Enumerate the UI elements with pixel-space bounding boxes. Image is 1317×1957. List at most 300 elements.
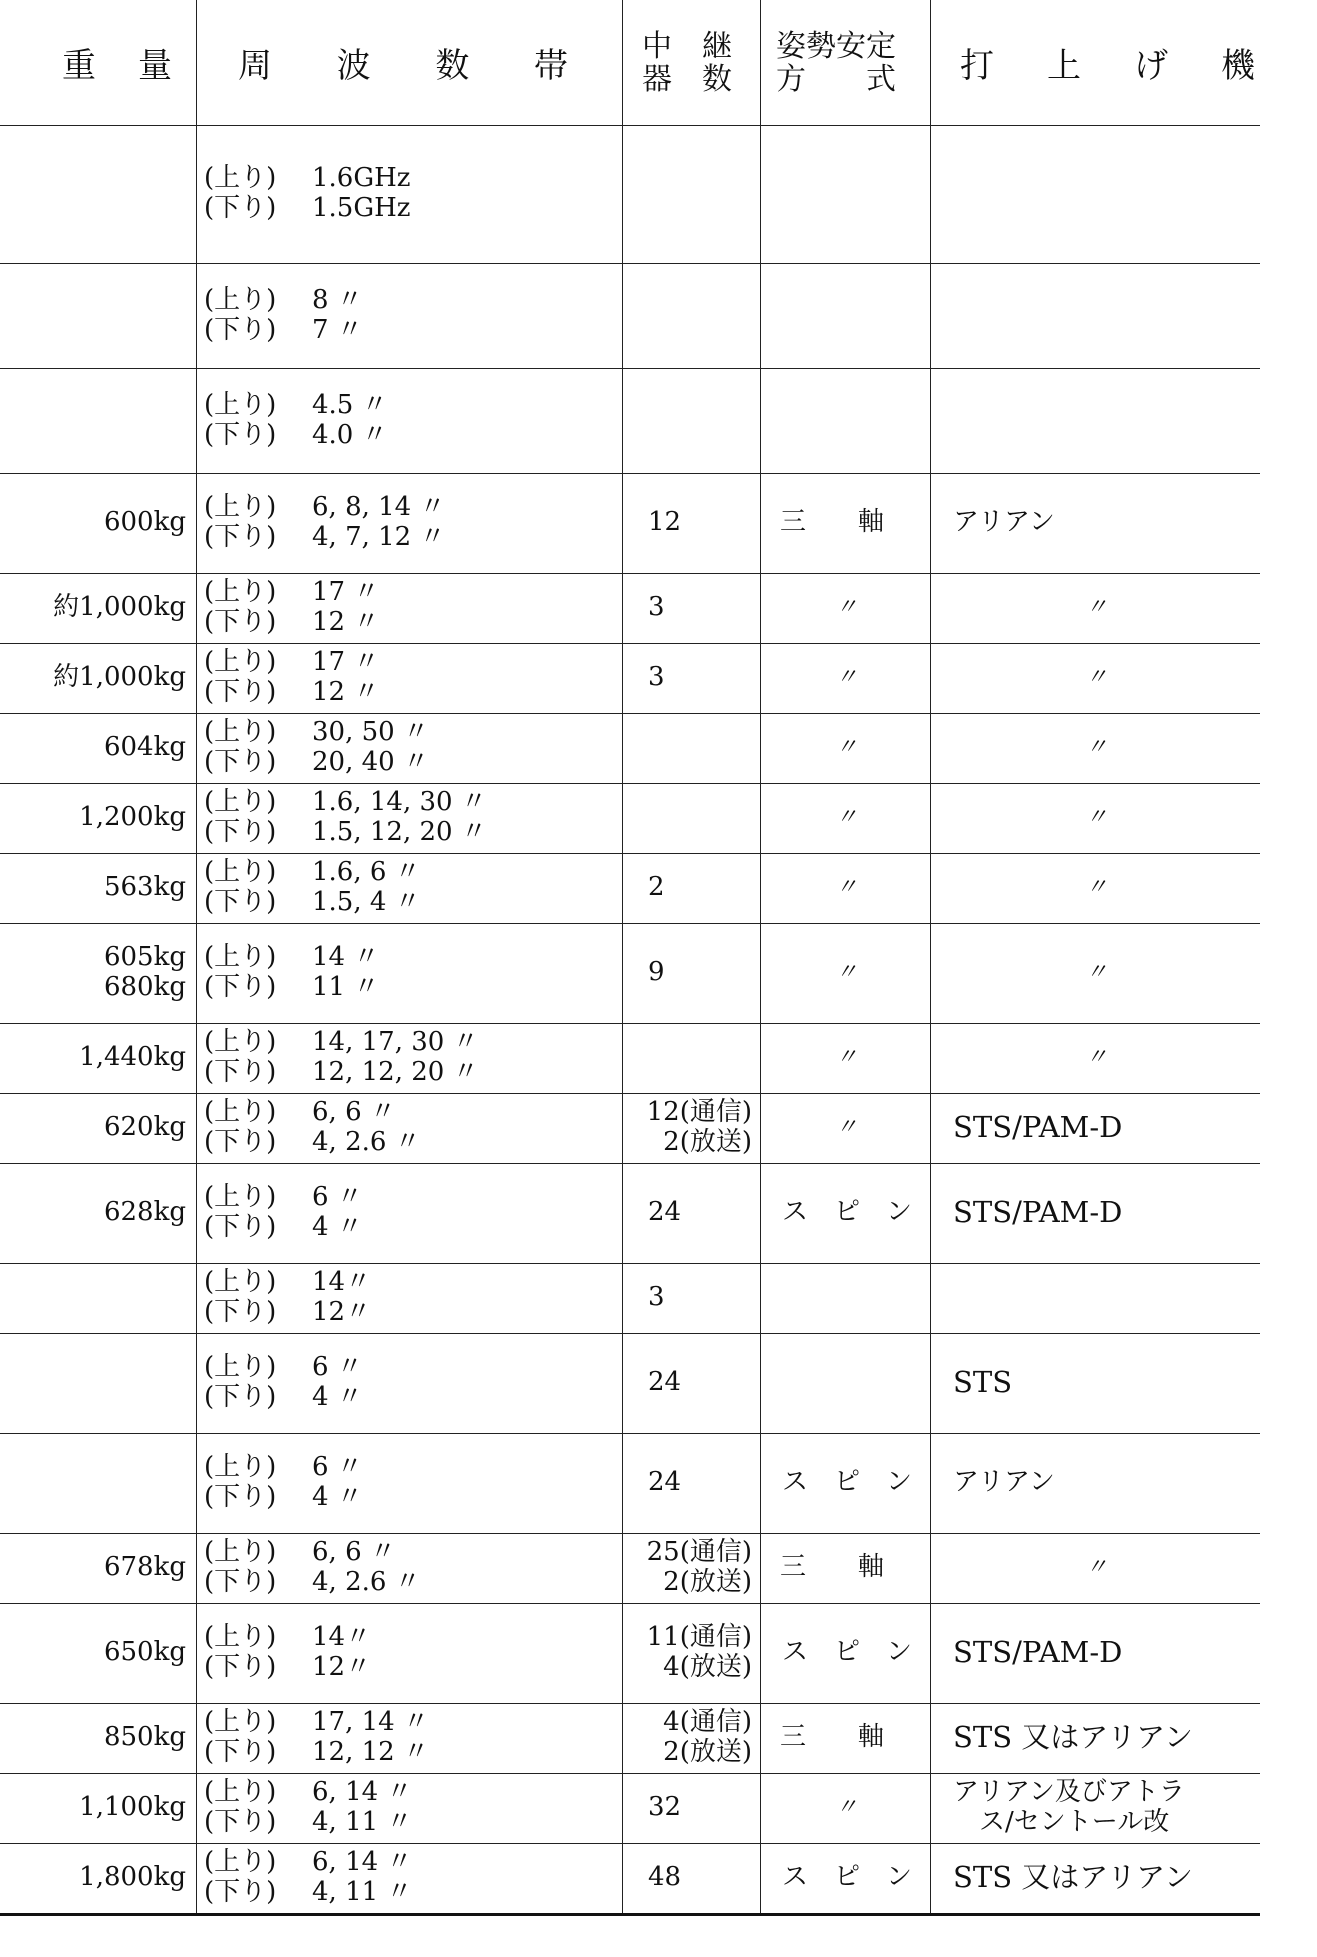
uplink-value: 14〃 bbox=[312, 1267, 372, 1298]
header-launcher-char: 上 bbox=[1047, 46, 1081, 86]
downlink-tag: (下り) bbox=[204, 607, 277, 637]
frequency-cell bbox=[204, 473, 624, 573]
launcher-cell bbox=[933, 473, 1260, 573]
downlink-tag: (下り) bbox=[204, 817, 277, 847]
attitude-value: 〃 bbox=[835, 665, 858, 691]
uplink-line bbox=[204, 858, 421, 888]
header-attitude-line: 方 式 bbox=[776, 61, 896, 97]
downlink-line bbox=[204, 748, 429, 778]
attitude-cell bbox=[764, 1163, 929, 1263]
repeater-value: 3 bbox=[648, 592, 665, 623]
uplink-tag: (上り) bbox=[204, 284, 277, 315]
weight-cell bbox=[0, 1333, 192, 1433]
downlink-value: 1.5, 12, 20 〃 bbox=[312, 817, 487, 847]
attitude-value: 〃 bbox=[835, 960, 858, 986]
launcher-cell bbox=[933, 1333, 1260, 1433]
launcher-value: STS 又はアリアン bbox=[953, 1860, 1193, 1895]
downlink-value: 12 〃 bbox=[312, 607, 380, 637]
row-divider bbox=[0, 1603, 1260, 1604]
launcher-cell bbox=[933, 1263, 1260, 1333]
launcher-value: アリアン bbox=[953, 507, 1055, 538]
launcher-value: STS/PAM-D bbox=[953, 1635, 1123, 1670]
downlink-tag: (下り) bbox=[204, 1807, 277, 1837]
uplink-tag: (上り) bbox=[204, 1622, 277, 1653]
downlink-line bbox=[204, 1483, 363, 1513]
attitude-cell bbox=[764, 263, 929, 368]
downlink-tag: (下り) bbox=[204, 1877, 277, 1907]
downlink-value: 4, 11 〃 bbox=[312, 1807, 413, 1837]
attitude-cell bbox=[764, 1533, 929, 1603]
downlink-tag: (下り) bbox=[204, 677, 277, 707]
weight-cell bbox=[0, 125, 192, 263]
uplink-tag: (上り) bbox=[204, 787, 277, 818]
attitude-cell bbox=[764, 643, 929, 713]
frequency-cell bbox=[204, 923, 624, 1023]
header-repeaters-line: 器 数 bbox=[642, 61, 732, 97]
header-launcher-char: 機 bbox=[1221, 46, 1255, 86]
downlink-tag: (下り) bbox=[204, 747, 277, 777]
repeater-value: 32 bbox=[648, 1792, 682, 1823]
weight-cell bbox=[0, 1163, 192, 1263]
uplink-line bbox=[204, 788, 487, 818]
attitude-value: ス ピ ン bbox=[782, 1197, 913, 1228]
frequency-cell bbox=[204, 1023, 624, 1093]
downlink-value: 1.5, 4 〃 bbox=[312, 887, 421, 917]
uplink-line bbox=[204, 1538, 396, 1568]
weight-cell bbox=[0, 1703, 192, 1773]
weight-value: 680kg bbox=[103, 972, 186, 1002]
launcher-value: ス/セントール改 bbox=[979, 1807, 1170, 1837]
launcher-value: 〃 bbox=[1085, 595, 1108, 621]
row-divider bbox=[0, 1163, 1260, 1164]
attitude-value: 三 軸 bbox=[780, 1722, 885, 1753]
downlink-value: 4.0 〃 bbox=[312, 419, 388, 450]
launcher-cell bbox=[933, 125, 1260, 263]
row-divider bbox=[0, 125, 1260, 126]
header-frequency-char: 周 bbox=[238, 46, 272, 86]
uplink-tag: (上り) bbox=[204, 942, 277, 973]
weight-cell bbox=[0, 1093, 192, 1163]
launcher-cell bbox=[933, 1433, 1260, 1533]
downlink-line bbox=[204, 194, 411, 224]
frequency-cell bbox=[204, 1703, 624, 1773]
downlink-line bbox=[204, 1878, 412, 1908]
repeater-cell bbox=[628, 1093, 758, 1163]
attitude-value: 三 軸 bbox=[780, 1552, 885, 1583]
weight-value: 678kg bbox=[103, 1552, 186, 1583]
weight-cell bbox=[0, 573, 192, 643]
repeater-cell bbox=[628, 853, 758, 923]
downlink-tag: (下り) bbox=[204, 314, 277, 345]
header-frequency-char: 数 bbox=[435, 46, 470, 86]
downlink-line bbox=[204, 1383, 363, 1413]
uplink-value: 17 〃 bbox=[312, 577, 380, 608]
frequency-cell bbox=[204, 1773, 624, 1843]
launcher-value: STS 又はアリアン bbox=[953, 1720, 1193, 1755]
uplink-tag: (上り) bbox=[204, 163, 277, 194]
attitude-value: 〃 bbox=[835, 595, 858, 621]
uplink-value: 8 〃 bbox=[312, 284, 363, 315]
repeater-value: 24 bbox=[648, 1467, 682, 1498]
weight-value: 605kg bbox=[103, 942, 186, 973]
row-divider bbox=[0, 263, 1260, 264]
row-divider bbox=[0, 1023, 1260, 1024]
row-divider bbox=[0, 783, 1260, 784]
attitude-value: ス ピ ン bbox=[782, 1637, 913, 1668]
uplink-line bbox=[204, 718, 429, 748]
weight-value: 1,440kg bbox=[79, 1042, 186, 1073]
downlink-line bbox=[204, 973, 379, 1003]
uplink-value: 1.6, 6 〃 bbox=[312, 857, 421, 888]
downlink-line bbox=[204, 1128, 421, 1158]
uplink-line bbox=[204, 648, 379, 678]
attitude-cell bbox=[764, 1093, 929, 1163]
launcher-cell bbox=[933, 853, 1260, 923]
uplink-tag: (上り) bbox=[204, 1777, 277, 1808]
repeater-value: 48 bbox=[648, 1862, 682, 1893]
frequency-cell bbox=[204, 1843, 624, 1913]
launcher-value: 〃 bbox=[1085, 1045, 1108, 1071]
attitude-cell bbox=[764, 1023, 929, 1093]
uplink-value: 4.5 〃 bbox=[312, 389, 388, 420]
attitude-cell bbox=[764, 923, 929, 1023]
repeater-value: 3 bbox=[648, 662, 665, 693]
downlink-value: 1.5GHz bbox=[312, 193, 411, 223]
launcher-cell bbox=[933, 368, 1260, 473]
uplink-value: 1.6, 14, 30 〃 bbox=[312, 787, 487, 818]
row-divider bbox=[0, 1843, 1260, 1844]
uplink-line bbox=[204, 1028, 479, 1058]
repeater-cell bbox=[628, 573, 758, 643]
downlink-value: 4 〃 bbox=[312, 1382, 363, 1412]
uplink-line bbox=[204, 164, 411, 194]
repeater-cell bbox=[628, 923, 758, 1023]
row-divider bbox=[0, 1703, 1260, 1704]
weight-value: 620kg bbox=[103, 1112, 186, 1143]
uplink-value: 6, 6 〃 bbox=[312, 1097, 396, 1128]
weight-value: 1,200kg bbox=[79, 802, 186, 833]
attitude-cell bbox=[764, 1433, 929, 1533]
attitude-value: 〃 bbox=[835, 1045, 858, 1071]
launcher-value: 〃 bbox=[1085, 875, 1108, 901]
uplink-value: 6, 14 〃 bbox=[312, 1847, 413, 1878]
uplink-tag: (上り) bbox=[204, 492, 277, 523]
uplink-tag: (上り) bbox=[204, 647, 277, 678]
frequency-cell bbox=[204, 1093, 624, 1163]
column-divider bbox=[622, 0, 623, 1913]
repeater-value: 24 bbox=[648, 1367, 682, 1398]
repeater-value: 9 bbox=[648, 957, 665, 988]
header-frequency-char: 波 bbox=[336, 46, 371, 86]
row-divider bbox=[0, 1093, 1260, 1094]
downlink-line bbox=[204, 888, 421, 918]
launcher-value: 〃 bbox=[1085, 805, 1108, 831]
launcher-cell bbox=[933, 643, 1260, 713]
uplink-line bbox=[204, 1708, 429, 1738]
frequency-cell bbox=[204, 1263, 624, 1333]
uplink-value: 14 〃 bbox=[312, 942, 380, 973]
launcher-value: 〃 bbox=[1085, 665, 1108, 691]
downlink-tag: (下り) bbox=[204, 972, 277, 1002]
attitude-value: 〃 bbox=[835, 735, 858, 761]
attitude-value: ス ピ ン bbox=[782, 1467, 913, 1498]
downlink-tag: (下り) bbox=[204, 419, 277, 450]
frequency-cell bbox=[204, 1433, 624, 1533]
launcher-value: STS/PAM-D bbox=[953, 1195, 1123, 1230]
repeater-value: 24 bbox=[648, 1197, 682, 1228]
uplink-value: 30, 50 〃 bbox=[312, 717, 429, 748]
frequency-cell bbox=[204, 1163, 624, 1263]
row-divider bbox=[0, 853, 1260, 854]
downlink-tag: (下り) bbox=[204, 1382, 277, 1412]
uplink-tag: (上り) bbox=[204, 717, 277, 748]
downlink-value: 4, 11 〃 bbox=[312, 1877, 413, 1907]
uplink-line bbox=[204, 943, 379, 973]
uplink-value: 17 〃 bbox=[312, 647, 380, 678]
downlink-line bbox=[204, 1058, 479, 1088]
attitude-cell bbox=[764, 713, 929, 783]
attitude-cell bbox=[764, 573, 929, 643]
downlink-line bbox=[204, 1653, 371, 1683]
uplink-value: 17, 14 〃 bbox=[312, 1707, 429, 1738]
frequency-cell bbox=[204, 263, 624, 368]
header-frequency bbox=[238, 0, 568, 125]
frequency-cell bbox=[204, 1333, 624, 1433]
attitude-value: 〃 bbox=[835, 1115, 858, 1141]
weight-value: 850kg bbox=[103, 1722, 186, 1753]
attitude-cell bbox=[764, 1703, 929, 1773]
attitude-cell bbox=[764, 1333, 929, 1433]
repeater-cell bbox=[628, 1263, 758, 1333]
launcher-cell bbox=[933, 1843, 1260, 1913]
downlink-line bbox=[204, 1213, 363, 1243]
repeater-cell bbox=[628, 1703, 758, 1773]
uplink-line bbox=[204, 1623, 371, 1653]
repeater-cell bbox=[628, 1533, 758, 1603]
frequency-cell bbox=[204, 783, 624, 853]
attitude-cell bbox=[764, 853, 929, 923]
uplink-line bbox=[204, 1353, 363, 1383]
launcher-cell bbox=[933, 1703, 1260, 1773]
downlink-value: 12, 12, 20 〃 bbox=[312, 1057, 479, 1087]
row-divider bbox=[0, 1533, 1260, 1534]
weight-value: 628kg bbox=[103, 1197, 186, 1228]
uplink-line bbox=[204, 1848, 412, 1878]
uplink-line bbox=[204, 286, 363, 316]
uplink-line bbox=[204, 1098, 396, 1128]
launcher-cell bbox=[933, 1533, 1260, 1603]
uplink-line bbox=[204, 1183, 363, 1213]
uplink-line bbox=[204, 1778, 412, 1808]
attitude-value: 〃 bbox=[835, 1795, 858, 1821]
uplink-tag: (上り) bbox=[204, 1352, 277, 1383]
row-divider bbox=[0, 473, 1260, 474]
repeater-value: 25(通信) bbox=[646, 1537, 752, 1568]
weight-value: 563kg bbox=[103, 872, 186, 903]
weight-cell bbox=[0, 783, 192, 853]
launcher-value: 〃 bbox=[1085, 960, 1108, 986]
table-bottom-rule bbox=[0, 1913, 1260, 1916]
frequency-cell bbox=[204, 853, 624, 923]
downlink-tag: (下り) bbox=[204, 1652, 277, 1682]
weight-value: 1,800kg bbox=[79, 1862, 186, 1893]
launcher-cell bbox=[933, 1773, 1260, 1843]
uplink-value: 14, 17, 30 〃 bbox=[312, 1027, 479, 1058]
downlink-line bbox=[204, 1738, 429, 1768]
uplink-tag: (上り) bbox=[204, 389, 277, 420]
repeater-cell bbox=[628, 1603, 758, 1703]
header-attitude-line: 姿勢安定 bbox=[776, 28, 896, 64]
repeater-cell bbox=[628, 1843, 758, 1913]
downlink-line bbox=[204, 1808, 412, 1838]
uplink-value: 1.6GHz bbox=[312, 163, 411, 194]
downlink-value: 4, 2.6 〃 bbox=[312, 1567, 421, 1597]
header-launcher bbox=[960, 0, 1255, 125]
header-frequency-char: 帯 bbox=[533, 46, 568, 86]
row-divider bbox=[0, 1433, 1260, 1434]
uplink-value: 6, 6 〃 bbox=[312, 1537, 396, 1568]
downlink-tag: (下り) bbox=[204, 193, 277, 223]
downlink-line bbox=[204, 523, 446, 553]
downlink-tag: (下り) bbox=[204, 1212, 277, 1242]
repeater-value: 12 bbox=[648, 507, 682, 538]
header-launcher-char: 打 bbox=[960, 46, 994, 86]
launcher-value: STS bbox=[953, 1365, 1013, 1400]
downlink-tag: (下り) bbox=[204, 1057, 277, 1087]
uplink-tag: (上り) bbox=[204, 577, 277, 608]
row-divider bbox=[0, 368, 1260, 369]
weight-cell bbox=[0, 1433, 192, 1533]
launcher-value: 〃 bbox=[1085, 1555, 1108, 1581]
header-repeaters bbox=[642, 0, 752, 125]
weight-cell bbox=[0, 643, 192, 713]
row-divider bbox=[0, 573, 1260, 574]
header-weight-char: 量 bbox=[138, 46, 172, 86]
attitude-cell bbox=[764, 1843, 929, 1913]
weight-cell bbox=[0, 1533, 192, 1603]
uplink-tag: (上り) bbox=[204, 1847, 277, 1878]
uplink-line bbox=[204, 1268, 371, 1298]
weight-cell bbox=[0, 1773, 192, 1843]
launcher-cell bbox=[933, 573, 1260, 643]
attitude-cell bbox=[764, 1773, 929, 1843]
weight-cell bbox=[0, 263, 192, 368]
launcher-cell bbox=[933, 923, 1260, 1023]
repeater-value: 2(放送) bbox=[663, 1737, 752, 1767]
uplink-line bbox=[204, 391, 388, 421]
weight-value: 604kg bbox=[103, 732, 186, 763]
launcher-cell bbox=[933, 1023, 1260, 1093]
uplink-value: 6 〃 bbox=[312, 1352, 363, 1383]
uplink-value: 6, 14 〃 bbox=[312, 1777, 413, 1808]
downlink-value: 12〃 bbox=[312, 1652, 372, 1682]
uplink-value: 6, 8, 14 〃 bbox=[312, 492, 446, 523]
downlink-line bbox=[204, 1568, 421, 1598]
repeater-value: 11(通信) bbox=[646, 1622, 752, 1653]
weight-cell bbox=[0, 1023, 192, 1093]
uplink-value: 6 〃 bbox=[312, 1452, 363, 1483]
repeater-cell bbox=[628, 1023, 758, 1093]
launcher-cell bbox=[933, 263, 1260, 368]
frequency-cell bbox=[204, 1603, 624, 1703]
downlink-value: 4, 2.6 〃 bbox=[312, 1127, 421, 1157]
attitude-cell bbox=[764, 1603, 929, 1703]
weight-cell bbox=[0, 473, 192, 573]
downlink-value: 4 〃 bbox=[312, 1482, 363, 1512]
launcher-cell bbox=[933, 1093, 1260, 1163]
frequency-cell bbox=[204, 573, 624, 643]
column-divider bbox=[196, 0, 197, 1913]
downlink-tag: (下り) bbox=[204, 887, 277, 917]
attitude-value: 〃 bbox=[835, 805, 858, 831]
repeater-cell bbox=[628, 1433, 758, 1533]
downlink-value: 11 〃 bbox=[312, 972, 380, 1002]
row-divider bbox=[0, 713, 1260, 714]
frequency-cell bbox=[204, 713, 624, 783]
repeater-cell bbox=[628, 368, 758, 473]
weight-cell bbox=[0, 1843, 192, 1913]
launcher-value: STS/PAM-D bbox=[953, 1110, 1123, 1145]
column-divider bbox=[760, 0, 761, 1913]
uplink-value: 14〃 bbox=[312, 1622, 372, 1653]
downlink-tag: (下り) bbox=[204, 1567, 277, 1597]
uplink-tag: (上り) bbox=[204, 1027, 277, 1058]
weight-value: 約1,000kg bbox=[53, 662, 186, 693]
uplink-tag: (上り) bbox=[204, 1537, 277, 1568]
downlink-line bbox=[204, 1298, 371, 1328]
downlink-line bbox=[204, 316, 363, 346]
row-divider bbox=[0, 1333, 1260, 1334]
downlink-value: 20, 40 〃 bbox=[312, 747, 429, 777]
downlink-line bbox=[204, 608, 379, 638]
uplink-tag: (上り) bbox=[204, 1452, 277, 1483]
weight-value: 650kg bbox=[103, 1637, 186, 1668]
repeater-cell bbox=[628, 263, 758, 368]
repeater-cell bbox=[628, 1773, 758, 1843]
launcher-value: アリアン bbox=[953, 1467, 1055, 1498]
launcher-cell bbox=[933, 1603, 1260, 1703]
uplink-line bbox=[204, 578, 379, 608]
launcher-value: アリアン及びアトラ bbox=[953, 1777, 1185, 1808]
uplink-tag: (上り) bbox=[204, 1707, 277, 1738]
weight-value: 600kg bbox=[103, 507, 186, 538]
frequency-cell bbox=[204, 643, 624, 713]
launcher-cell bbox=[933, 713, 1260, 783]
repeater-cell bbox=[628, 125, 758, 263]
row-divider bbox=[0, 1773, 1260, 1774]
repeater-cell bbox=[628, 643, 758, 713]
weight-cell bbox=[0, 1263, 192, 1333]
uplink-tag: (上り) bbox=[204, 1182, 277, 1213]
weight-cell bbox=[0, 368, 192, 473]
row-divider bbox=[0, 643, 1260, 644]
downlink-value: 7 〃 bbox=[312, 314, 363, 345]
weight-cell bbox=[0, 923, 192, 1023]
downlink-line bbox=[204, 421, 388, 451]
launcher-cell bbox=[933, 783, 1260, 853]
downlink-tag: (下り) bbox=[204, 1737, 277, 1767]
frequency-cell bbox=[204, 125, 624, 263]
downlink-tag: (下り) bbox=[204, 1127, 277, 1157]
weight-cell bbox=[0, 1603, 192, 1703]
uplink-tag: (上り) bbox=[204, 1267, 277, 1298]
attitude-cell bbox=[764, 473, 929, 573]
uplink-line bbox=[204, 1453, 363, 1483]
uplink-line bbox=[204, 493, 446, 523]
attitude-cell bbox=[764, 1263, 929, 1333]
attitude-value: 〃 bbox=[835, 875, 858, 901]
attitude-cell bbox=[764, 368, 929, 473]
